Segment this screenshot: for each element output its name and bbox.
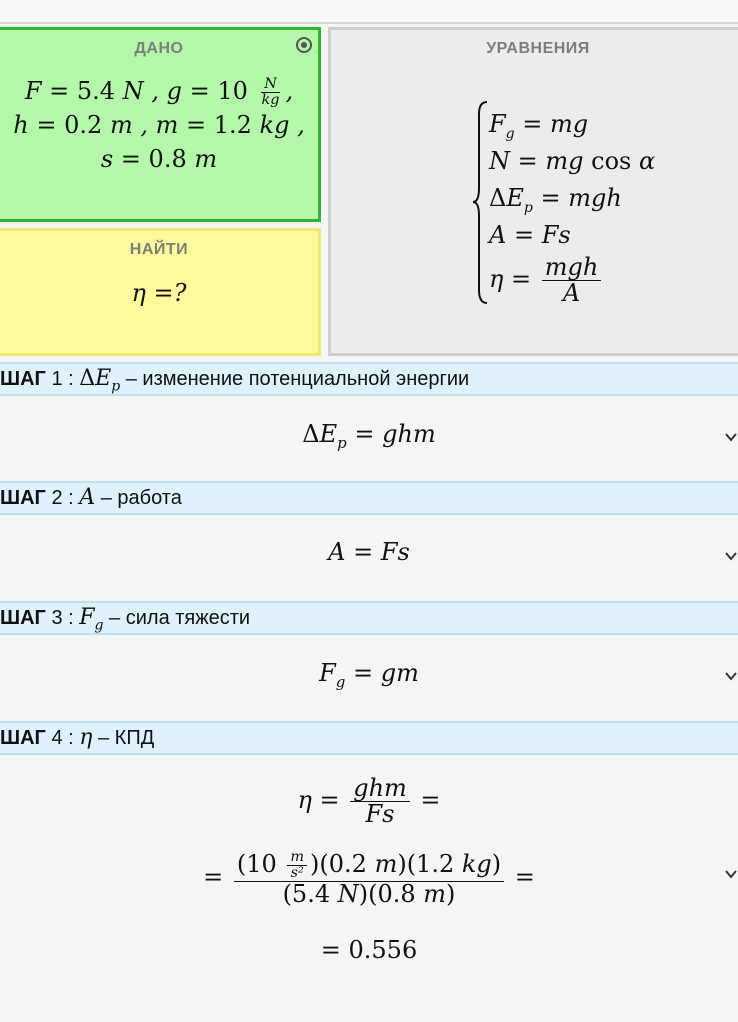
equations-card[interactable]: [328, 27, 738, 356]
equations-title: УРАВНЕНИЯ: [486, 40, 590, 57]
step-2-header[interactable]: ШАГ 2 : A – работа: [0, 481, 738, 515]
equation-list: [489, 106, 656, 307]
step-4-result: = 0.556: [320, 936, 418, 964]
equation-efficiency: η = $\frac{\text{mgh}}{A}$: [489, 254, 655, 304]
equation-work: A = Fs: [489, 221, 571, 249]
given-values: F = 5.4 N , g = 10 $\frac{N}{kg}$ , h = 0.2 m , m = 1.2 kg , s = 0.8 m: [13, 75, 305, 174]
find-card[interactable]: [0, 228, 321, 356]
step-4-substitution: = (10 $\frac{m}{\text{s²}}$ )(0.2 m)(1.2 kg) (5.4 N)(0.8 m) =: [203, 849, 535, 909]
equation-normal: N = mg cos α: [489, 147, 656, 175]
find-title: НАЙТИ: [129, 241, 189, 258]
chevron-down-icon[interactable]: [724, 430, 738, 444]
step-4-formula: η = $\frac{\text{ghm}}{Fs}$ =: [297, 774, 441, 829]
step-4-header[interactable]: ШАГ 4 : η – КПД: [0, 721, 738, 755]
top-bar: [0, 0, 738, 24]
step-2-formula: A = Fs: [328, 538, 410, 566]
chevron-down-icon[interactable]: [724, 669, 738, 683]
step-3-header[interactable]: ШАГ 3 : $F_g$ – сила тяжести: [0, 601, 738, 635]
equation-gravity: $F_g$ = mg: [489, 110, 589, 142]
system-brace-icon: [471, 100, 489, 305]
chevron-down-icon[interactable]: [724, 549, 738, 563]
given-card[interactable]: [0, 27, 321, 222]
step-3-formula: $F_g$ = gm: [319, 659, 419, 691]
step-1-header[interactable]: ШАГ 1 : $\Delta E_p$ – изменение потенциальной энергии: [0, 362, 738, 396]
target-icon[interactable]: [296, 37, 312, 53]
equation-potential: $\Delta E_p$ = mgh: [489, 184, 622, 216]
find-unknown: η =?: [131, 279, 187, 307]
chevron-down-icon[interactable]: [724, 867, 738, 881]
given-title: ДАНО: [134, 40, 184, 57]
step-1-formula: $\Delta E_p$ = ghm: [302, 420, 436, 452]
